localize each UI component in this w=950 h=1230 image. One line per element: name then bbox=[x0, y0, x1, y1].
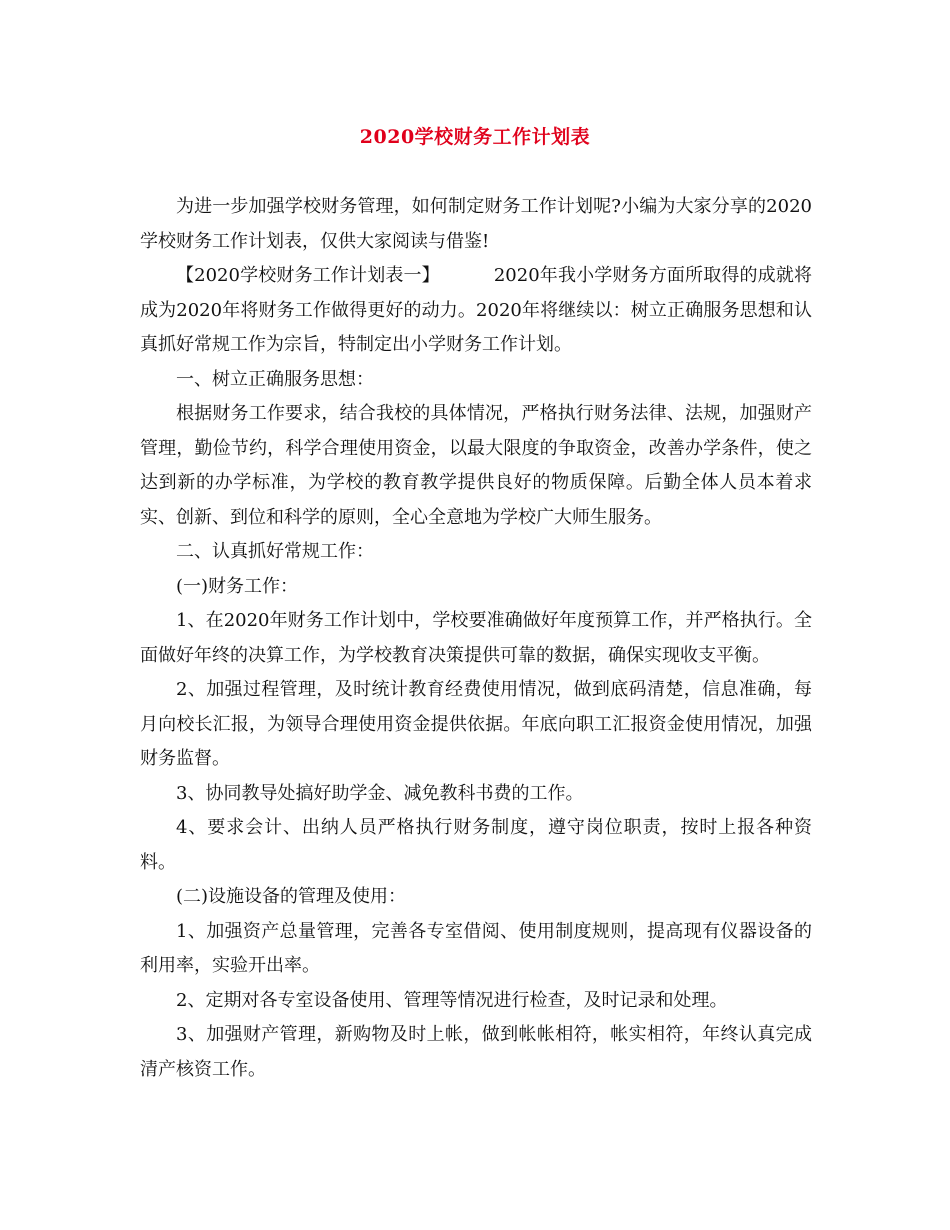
heading-2: 二、认真抓好常规工作： bbox=[176, 541, 374, 562]
subheading-1: (一)财务工作： bbox=[176, 575, 299, 597]
heading-1: 一、树立正确服务思想： bbox=[176, 368, 374, 390]
list-item: 2、定期对各专室设备使用、管理等情况进行检查，及时记录和处理。 bbox=[176, 989, 728, 1011]
intro-paragraph: 为进一步加强学校财务管理，如何制定财务工作计划呢?小编为大家分享的2020学校财务工作计划表，仅供大家阅读与借鉴! bbox=[140, 196, 812, 252]
section-intro-paragraph bbox=[140, 259, 812, 363]
document-title: 2020学校财务工作计划表 bbox=[359, 126, 591, 148]
section-intro-text: 2020年我小学财务方面所取得的成就将成为2020年将财务工作做得更好的动力。2020年将继续以：树立正确服务思想和认真抓好常规工作为宗旨，特制定出小学财务工作计划。 bbox=[140, 265, 812, 355]
list-item: 1、加强资产总量管理，完善各专室借阅、使用制度规则，提高现有仪器设备的利用率，实验开出率。 bbox=[140, 920, 812, 976]
section-label: 【2020学校财务工作计划表一】 bbox=[176, 265, 440, 286]
list-item: 4、要求会计、出纳人员严格执行财务制度，遵守岗位职责，按时上报各种资料。 bbox=[140, 817, 812, 873]
list-item: 2、加强过程管理，及时统计教育经费使用情况，做到底码清楚，信息准确，每月向校长汇报，为领导合理使用资金提供依据。年底向职工汇报资金使用情况，加强财务监督。 bbox=[140, 679, 812, 769]
document-body bbox=[140, 190, 812, 1087]
list-item: 3、加强财产管理，新购物及时上帐，做到帐帐相符，帐实相符，年终认真完成清产核资工作。 bbox=[140, 1024, 812, 1080]
subheading-2: (二)设施设备的管理及使用： bbox=[176, 886, 407, 907]
list-item: 1、在2020年财务工作计划中，学校要准确做好年度预算工作，并严格执行。全面做好年终的决算工作，为学校教育决策提供可靠的数据，确保实现收支平衡。 bbox=[140, 610, 812, 666]
list-item: 3、协同教导处搞好助学金、减免教科书费的工作。 bbox=[176, 782, 584, 804]
paragraph-1: 根据财务工作要求，结合我校的具体情况，严格执行财务法律、法规，加强财产管理，勤俭节约，科学合理使用资金，以最大限度的争取资金，改善办学条件，使之达到新的办学标准，为学校的教育教学提供良好的物质保障。后勤全体人员本着求实、创新、到位和科学的原则，全心全意地为学校广大师生服务。 bbox=[140, 403, 812, 528]
